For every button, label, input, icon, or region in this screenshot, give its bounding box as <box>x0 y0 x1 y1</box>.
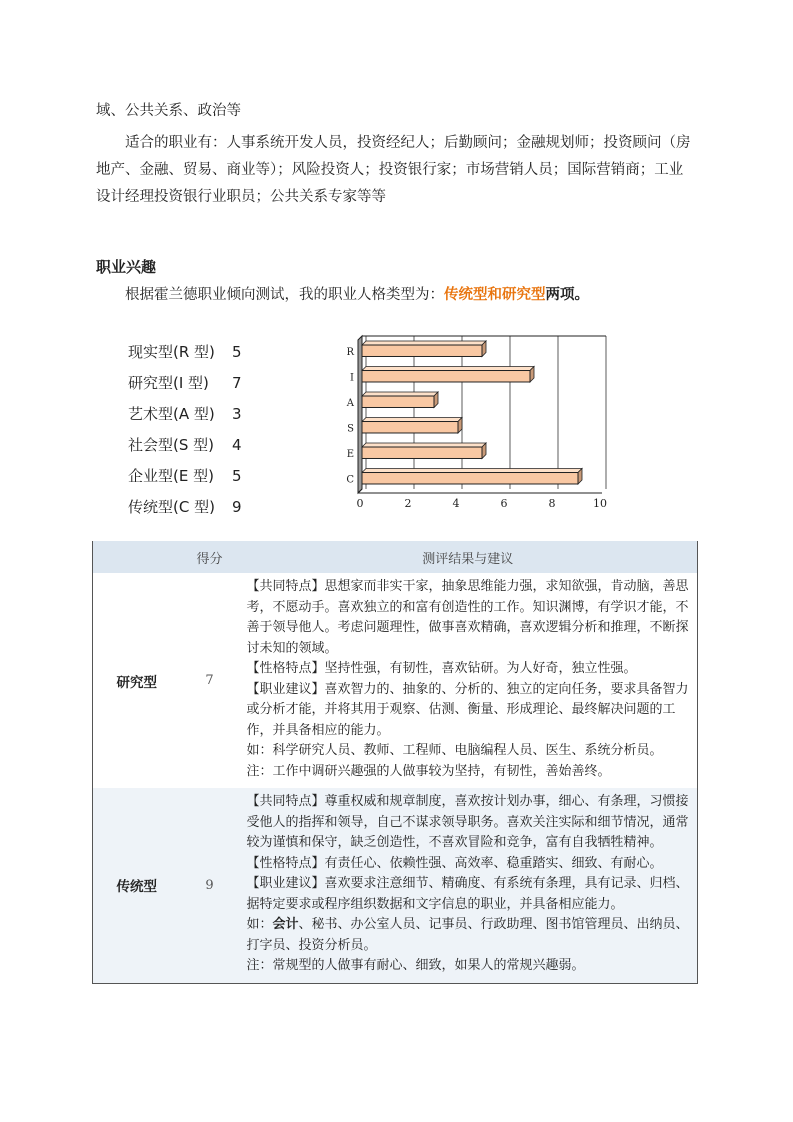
bar-I <box>362 371 530 382</box>
score-row <box>128 399 308 430</box>
score-label: 艺术型(A 型) <box>128 405 215 423</box>
result-line <box>247 915 692 956</box>
result-line: 注：常规型的人做事有耐心、细致，如果人的常规兴趣弱。 <box>246 958 585 973</box>
description-suffix: 两项。 <box>545 286 589 303</box>
score-row <box>128 368 308 399</box>
x-tick-label: 4 <box>452 497 460 510</box>
header-score: 得分 <box>181 541 239 573</box>
score-label: 传统型(C 型) <box>128 498 215 516</box>
bar-top-I <box>362 367 534 371</box>
result-line: 【性格特点】有责任心、依赖性强、高效率、稳重踏实、细致、有耐心。 <box>246 855 663 871</box>
score-label: 企业型(E 型) <box>128 467 214 485</box>
score-label: 社会型(S 型) <box>128 436 214 454</box>
holland-bar-chart <box>340 328 620 513</box>
intro-line: 域、公共关系、政治等 <box>96 103 241 119</box>
bar-top-R <box>362 341 486 345</box>
type-name: 研究型 <box>93 573 181 788</box>
x-tick-label: 8 <box>548 497 556 510</box>
score-value: 5 <box>232 467 242 485</box>
x-tick-label: 0 <box>356 497 364 510</box>
score-list <box>128 337 308 523</box>
score-row <box>128 337 308 368</box>
result-line: 【共同特点】思想家而非实干家，抽象思维能力强，求知欲强，肯动脑，善思考，不愿动手。喜欢独立的和富有创造性的工作。知识渊博，有学识才能，不善于领导他人。考虑问题理性，做事喜欢精确，喜欢逻辑分析和推理，不断探讨未知的领域。 <box>246 579 689 656</box>
category-label-S: S <box>347 423 354 435</box>
chart-side-wall <box>358 336 362 493</box>
bar-top-A <box>362 392 438 396</box>
description-highlight: 传统型和研究型 <box>444 286 546 303</box>
category-label-C: C <box>346 474 354 486</box>
example-bold: 会计 <box>272 917 299 932</box>
header-type <box>93 541 181 573</box>
result-line: 注：工作中调研兴趣强的人做事较为坚持，有韧性，善始善终。 <box>246 763 611 779</box>
result-text <box>239 788 698 983</box>
result-line: 【共同特点】尊重权威和规章制度，喜欢按计划办事，细心、有条理，习惯接受他人的指挥和领导，自己不谋求领导职务。喜欢关注实际和细节情况，通常较为谨慎和保守，缺乏创造性，不喜欢冒险和竞争，富有自我牺牲精神。 <box>246 794 689 850</box>
table-header-row <box>93 541 698 573</box>
score-value: 3 <box>232 405 242 423</box>
score-label: 现实型(R 型) <box>128 343 215 361</box>
result-line: 【性格特点】坚持性强，有韧性，喜欢钻研。为人好奇，独立性强。 <box>246 661 637 676</box>
type-score: 7 <box>181 573 239 788</box>
header-result: 测评结果与建议 <box>239 541 698 573</box>
table-row <box>93 573 698 788</box>
score-row <box>128 492 308 523</box>
bar-top-S <box>362 418 462 422</box>
result-text <box>239 573 698 788</box>
result-line: 【职业建议】喜欢智力的、抽象的、分析的、独立的定向任务，要求具备智力或分析才能，并将其用于观察、估测、衡量、形成理论、最终解决问题的工作，并具备相应的能力。 <box>246 681 689 738</box>
x-tick-label: 2 <box>404 497 412 510</box>
type-score: 9 <box>181 788 239 983</box>
table-row <box>93 788 698 983</box>
category-label-A: A <box>346 397 354 409</box>
bar-top-E <box>362 443 486 447</box>
bar-A <box>362 396 434 407</box>
bar-R <box>362 345 482 356</box>
x-tick-label: 10 <box>593 497 607 510</box>
score-row <box>128 461 308 492</box>
result-line: 如：科学研究人员、教师、工程师、电脑编程人员、医生、系统分析员。 <box>246 743 663 758</box>
section-description <box>96 281 696 309</box>
score-row <box>128 430 308 461</box>
score-value: 5 <box>232 343 242 361</box>
bar-S <box>362 422 458 433</box>
example-prefix: 如： <box>246 917 273 932</box>
category-label-R: R <box>346 346 354 358</box>
score-value: 9 <box>232 498 242 516</box>
score-label: 研究型(I 型) <box>128 374 209 392</box>
example-rest: 、秘书、办公室人员、记事员、行政助理、图书馆管理员、出纳员、打字员、投资分析员。 <box>246 917 689 953</box>
bar-C <box>362 473 578 484</box>
chart-plot-area <box>362 336 606 489</box>
description-prefix: 根据霍兰德职业倾向测试，我的职业人格类型为： <box>125 287 444 303</box>
section-title: 职业兴趣 <box>96 258 157 276</box>
category-label-I: I <box>350 372 354 384</box>
x-tick-label: 6 <box>500 497 508 510</box>
intro-paragraph: 适合的职业有：人事系统开发人员，投资经纪人；后勤顾问；金融规划师；投资顾问（房地产、金融、贸易、商业等）；风险投资人；投资银行家；市场营销人员；国际营销商；工业设计经理投资银行业职员；公共关系专家等等 <box>96 135 691 205</box>
bar-top-C <box>362 469 582 473</box>
score-value: 7 <box>232 374 242 392</box>
category-label-E: E <box>346 448 354 460</box>
type-name: 传统型 <box>93 788 181 983</box>
score-value: 4 <box>232 436 242 454</box>
result-table <box>92 541 698 984</box>
bar-E <box>362 447 482 458</box>
result-line: 【职业建议】喜欢要求注意细节、精确度、有系统有条理，具有记录、归档、据特定要求或程序组织数据和文字信息的职业，并具备相应能力。 <box>246 876 689 912</box>
